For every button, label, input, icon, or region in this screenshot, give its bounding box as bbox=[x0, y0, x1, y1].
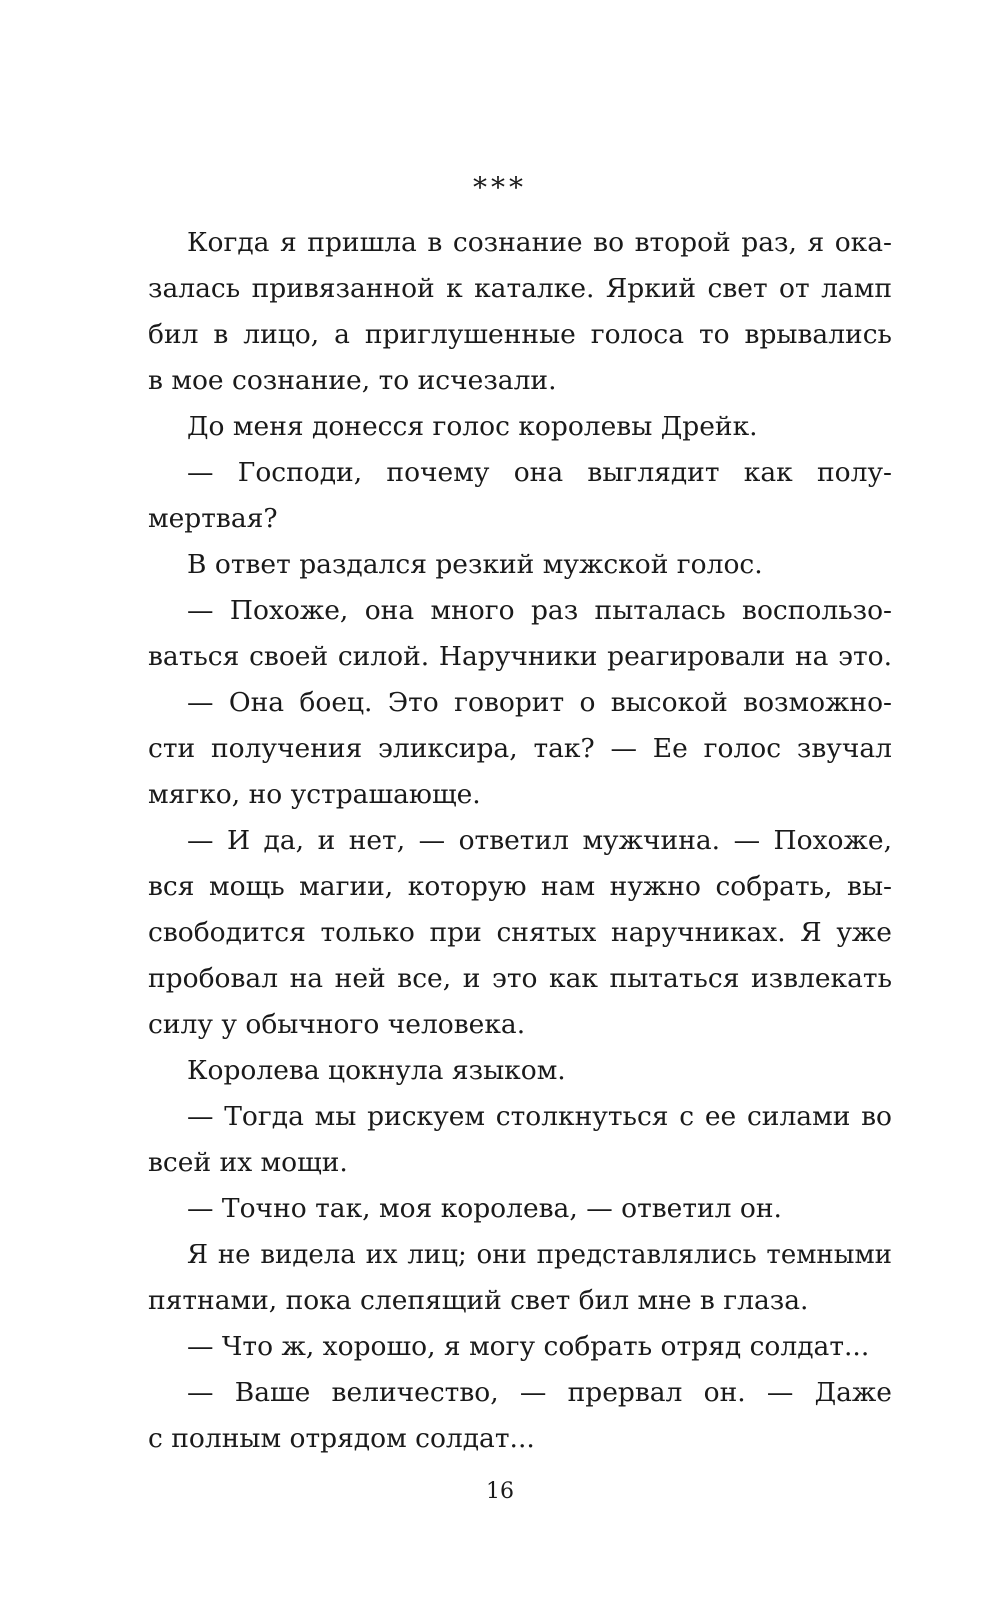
text-line: — Господи, почему она выглядит как полу- bbox=[187, 457, 892, 488]
text-line: сти получения эликсира, так? — Ее голос звучал bbox=[148, 733, 892, 764]
text-line: залась привязанной к каталке. Яркий свет от ламп bbox=[148, 273, 892, 304]
text-line: — Тогда мы рискуем столкнуться с ее силами во bbox=[187, 1101, 892, 1132]
text-line: пробовал на ней все, и это как пытаться извлекать bbox=[148, 963, 892, 994]
text-line: — Она боец. Это говорит о высокой возможно- bbox=[187, 687, 892, 718]
text-line: силу у обычного человека. bbox=[148, 1009, 526, 1040]
text-line: с полным отрядом солдат... bbox=[148, 1423, 535, 1454]
text-line: До меня донесся голос королевы Дрейк. bbox=[187, 411, 758, 442]
text-line: вся мощь магии, которую нам нужно собрать, вы- bbox=[148, 871, 892, 902]
text-line: — Точно так, моя королева, — ответил он. bbox=[187, 1193, 782, 1224]
text-line: мягко, но устрашающе. bbox=[148, 779, 481, 810]
text-line: ваться своей силой. Наручники реагировали на это. bbox=[148, 641, 892, 672]
text-line: Королева цокнула языком. bbox=[187, 1055, 566, 1086]
text-line: бил в лицо, а приглушенные голоса то врывались bbox=[148, 319, 892, 350]
scene-separator: *** bbox=[473, 171, 527, 204]
text-line: Я не видела их лиц; они представлялись темными bbox=[187, 1240, 892, 1270]
text-line: — Похоже, она много раз пыталась воспользо- bbox=[187, 595, 892, 626]
text-line: мертвая? bbox=[148, 503, 278, 534]
text-line: в мое сознание, то исчезали. bbox=[148, 365, 557, 396]
text-line: — Что ж, хорошо, я могу собрать отряд солдат... bbox=[187, 1331, 870, 1362]
text-line: — И да, и нет, — ответил мужчина. — Похоже, bbox=[187, 825, 892, 856]
text-line: всей их мощи. bbox=[148, 1147, 348, 1178]
body-text bbox=[148, 220, 892, 1462]
text-line: — Ваше величество, — прервал он. — Даже bbox=[187, 1377, 892, 1408]
text-line: свободится только при снятых наручниках. Я уже bbox=[148, 917, 892, 948]
text-line: Когда я пришла в сознание во второй раз, я ока- bbox=[187, 227, 892, 258]
text-line: пятнами, пока слепящий свет бил мне в глаза. bbox=[148, 1285, 809, 1316]
text-line: В ответ раздался резкий мужской голос. bbox=[187, 549, 763, 580]
page-number: 16 bbox=[486, 1479, 514, 1504]
